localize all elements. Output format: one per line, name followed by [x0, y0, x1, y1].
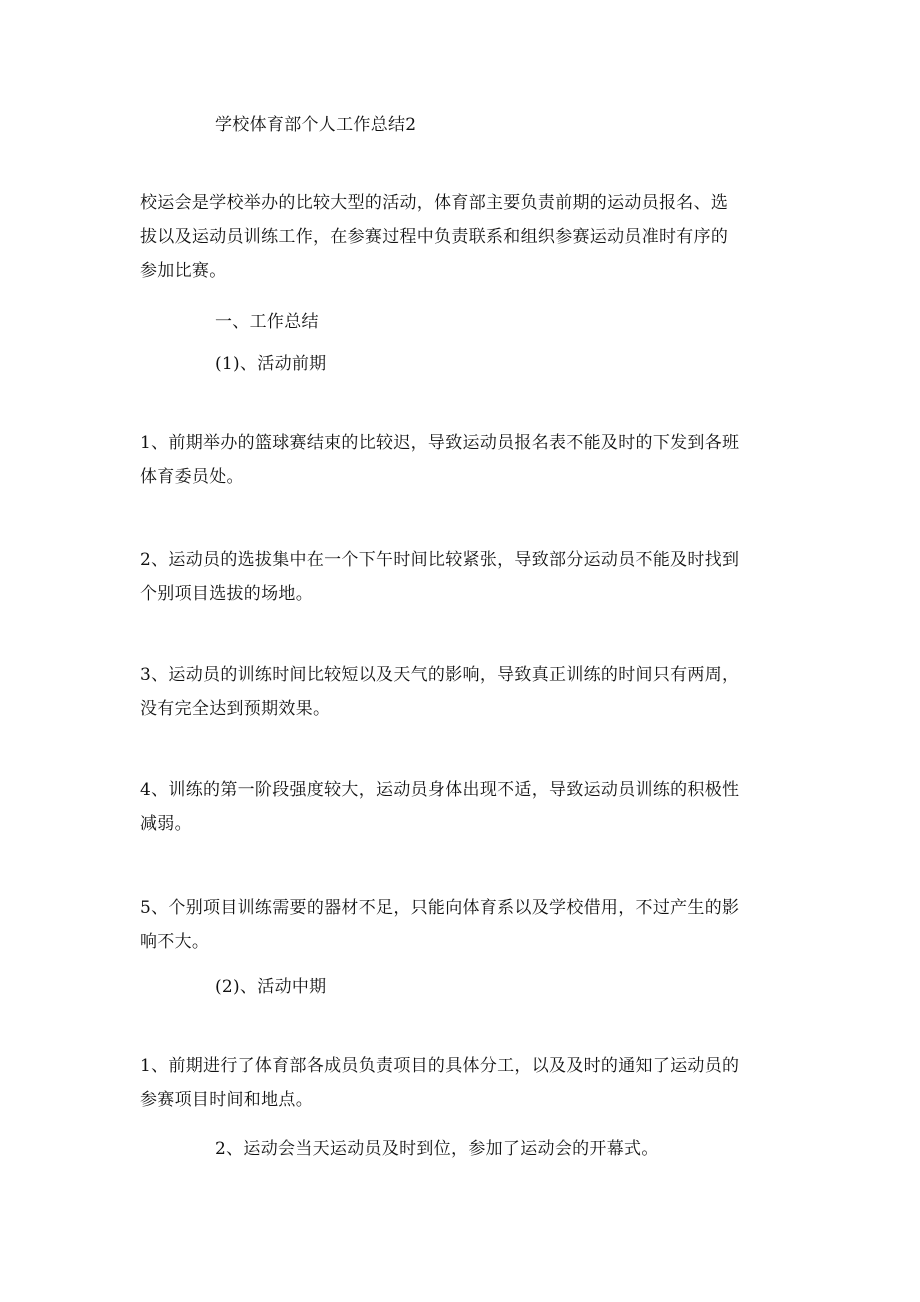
- list-item: [140, 891, 790, 959]
- list-item-line: 5、个别项目训练需要的器材不足，只能向体育系以及学校借用，不过产生的影: [140, 898, 740, 918]
- list-item-line: 4、训练的第一阶段强度较大，运动员身体出现不适，导致运动员训练的积极性: [140, 780, 740, 800]
- list-item-line: 2、运动员的选拔集中在一个下午时间比较紧张，导致部分运动员不能及时找到: [140, 550, 740, 570]
- list-item-line: 3、运动员的训练时间比较短以及天气的影响，导致真正训练的时间只有两周，: [140, 665, 740, 685]
- list-item: 2、运动会当天运动员及时到位，参加了运动会的开幕式。: [215, 1139, 659, 1159]
- list-item: [140, 1049, 790, 1117]
- list-item-line: 1、前期举办的篮球赛结束的比较迟，导致运动员报名表不能及时的下发到各班: [140, 433, 740, 453]
- list-item-line: 1、前期进行了体育部各成员负责项目的具体分工，以及及时的通知了运动员的: [140, 1056, 740, 1076]
- list-item: [140, 543, 790, 611]
- intro-line: 参加比赛。: [140, 261, 227, 281]
- intro-line: 拔以及运动员训练工作，在参赛过程中负责联系和组织参赛运动员准时有序的: [140, 227, 729, 247]
- list-item: [140, 426, 790, 494]
- subsection-heading-middle: (2)、活动中期: [215, 977, 327, 997]
- intro-line: 校运会是学校举办的比较大型的活动，体育部主要负责前期的运动员报名、选: [140, 193, 729, 213]
- list-item-line: 没有完全达到预期效果。: [140, 699, 331, 719]
- subsection-heading-early: (1)、活动前期: [215, 354, 327, 374]
- list-item-line: 个别项目选拔的场地。: [140, 584, 313, 604]
- list-item: [140, 658, 790, 726]
- list-item-line: 减弱。: [140, 814, 192, 834]
- section-heading-summary: 一、工作总结: [215, 312, 319, 332]
- intro-paragraph: [140, 186, 790, 288]
- list-item-line: 参赛项目时间和地点。: [140, 1090, 313, 1110]
- list-item: [140, 773, 790, 841]
- list-item-line: 体育委员处。: [140, 467, 244, 487]
- list-item-line: 响不大。: [140, 932, 210, 952]
- document-title: 学校体育部个人工作总结2: [215, 115, 417, 135]
